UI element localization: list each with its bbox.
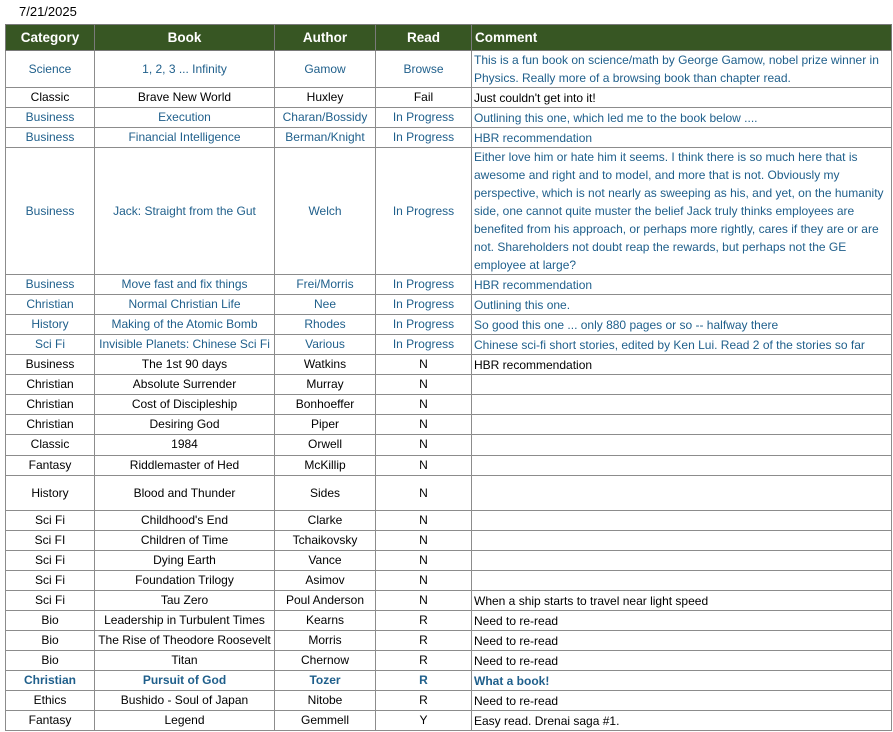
category-cell[interactable]: History bbox=[6, 315, 95, 335]
read-cell[interactable]: R bbox=[376, 631, 472, 651]
category-cell[interactable]: Christian bbox=[6, 395, 95, 415]
comment-cell[interactable] bbox=[472, 435, 892, 456]
category-cell[interactable]: Ethics bbox=[6, 691, 95, 711]
read-cell[interactable]: Fail bbox=[376, 88, 472, 108]
category-cell[interactable]: Christian bbox=[6, 375, 95, 395]
author-cell[interactable]: Chernow bbox=[275, 651, 376, 671]
author-cell[interactable]: Charan/Bossidy bbox=[275, 108, 376, 128]
author-cell[interactable]: Various bbox=[275, 335, 376, 355]
comment-cell[interactable]: Need to re-read bbox=[472, 651, 892, 671]
table-row bbox=[6, 611, 892, 631]
book-cell[interactable]: The Rise of Theodore Roosevelt bbox=[95, 631, 275, 651]
header-book[interactable]: Book bbox=[95, 25, 275, 51]
comment-cell[interactable]: Outlining this one, which led me to the book below .... bbox=[472, 108, 892, 128]
book-cell[interactable]: Absolute Surrender bbox=[95, 375, 275, 395]
category-cell[interactable]: Classic bbox=[6, 435, 95, 456]
table-row bbox=[6, 375, 892, 395]
header-read[interactable]: Read bbox=[376, 25, 472, 51]
book-cell[interactable]: Invisible Planets: Chinese Sci Fi bbox=[95, 335, 275, 355]
category-cell[interactable]: Business bbox=[6, 355, 95, 375]
category-cell[interactable]: Christian bbox=[6, 295, 95, 315]
book-cell[interactable]: Jack: Straight from the Gut bbox=[95, 148, 275, 275]
author-cell[interactable]: Frei/Morris bbox=[275, 275, 376, 295]
read-cell[interactable]: R bbox=[376, 611, 472, 631]
table-row bbox=[6, 355, 892, 375]
table-row bbox=[6, 148, 892, 275]
author-cell[interactable]: Gamow bbox=[275, 51, 376, 88]
book-cell[interactable]: Making of the Atomic Bomb bbox=[95, 315, 275, 335]
table-row bbox=[6, 275, 892, 295]
category-cell[interactable]: Fantasy bbox=[6, 455, 95, 476]
comment-cell[interactable]: Easy read. Drenai saga #1. bbox=[472, 711, 892, 731]
author-cell[interactable]: Murray bbox=[275, 375, 376, 395]
category-cell[interactable]: Sci Fi bbox=[6, 335, 95, 355]
book-cell[interactable]: Dying Earth bbox=[95, 551, 275, 571]
comment-cell[interactable] bbox=[472, 511, 892, 531]
author-cell[interactable]: Bonhoeffer bbox=[275, 395, 376, 415]
table-row bbox=[6, 128, 892, 148]
read-cell[interactable]: In Progress bbox=[376, 335, 472, 355]
read-cell[interactable]: N bbox=[376, 415, 472, 435]
comment-cell[interactable] bbox=[472, 375, 892, 395]
table-row bbox=[6, 455, 892, 476]
read-cell[interactable]: In Progress bbox=[376, 108, 472, 128]
table-row bbox=[6, 88, 892, 108]
read-cell[interactable]: N bbox=[376, 395, 472, 415]
table-row bbox=[6, 511, 892, 531]
table-row bbox=[6, 631, 892, 651]
comment-cell[interactable]: What a book! bbox=[472, 671, 892, 691]
book-cell[interactable]: Tau Zero bbox=[95, 591, 275, 611]
book-cell[interactable]: Titan bbox=[95, 651, 275, 671]
author-cell[interactable]: Nitobe bbox=[275, 691, 376, 711]
book-cell[interactable]: 1, 2, 3 ... Infinity bbox=[95, 51, 275, 88]
table-row bbox=[6, 591, 892, 611]
table-row bbox=[6, 335, 892, 355]
comment-cell[interactable]: Either love him or hate him it seems. I think there is so much here that is awesome and right and to model, and more that is not. Obviously my perspective, which is not nearly as sweeping as his, and yet, on the humanity side, one cannot quite muster the belief Jack truly thinks employees are benefited from his approach, or perhaps more rightly, cares if they are or are not. Shareholders not doubt reap the rewards, but perhaps not the GE employee at large? bbox=[472, 148, 892, 275]
read-cell[interactable]: In Progress bbox=[376, 128, 472, 148]
book-cell[interactable]: Blood and Thunder bbox=[95, 476, 275, 511]
read-cell[interactable]: Y bbox=[376, 711, 472, 731]
category-cell[interactable]: Sci Fi bbox=[6, 591, 95, 611]
category-cell[interactable]: Fantasy bbox=[6, 711, 95, 731]
category-cell[interactable]: Business bbox=[6, 128, 95, 148]
book-cell[interactable]: Bushido - Soul of Japan bbox=[95, 691, 275, 711]
book-cell[interactable]: Pursuit of God bbox=[95, 671, 275, 691]
read-cell[interactable]: N bbox=[376, 435, 472, 456]
comment-cell[interactable]: Need to re-read bbox=[472, 631, 892, 651]
author-cell[interactable]: McKillip bbox=[275, 455, 376, 476]
header-author[interactable]: Author bbox=[275, 25, 376, 51]
comment-cell[interactable]: Need to re-read bbox=[472, 611, 892, 631]
table-row bbox=[6, 671, 892, 691]
author-cell[interactable]: Nee bbox=[275, 295, 376, 315]
table-row bbox=[6, 295, 892, 315]
read-cell[interactable]: N bbox=[376, 455, 472, 476]
read-cell[interactable]: N bbox=[376, 591, 472, 611]
category-cell[interactable]: Sci Fi bbox=[6, 571, 95, 591]
table-row bbox=[6, 691, 892, 711]
comment-cell[interactable] bbox=[472, 551, 892, 571]
book-cell[interactable]: Financial Intelligence bbox=[95, 128, 275, 148]
table-row bbox=[6, 551, 892, 571]
comment-cell[interactable] bbox=[472, 571, 892, 591]
category-cell[interactable]: Business bbox=[6, 275, 95, 295]
category-cell[interactable]: Bio bbox=[6, 611, 95, 631]
comment-cell[interactable]: Need to re-read bbox=[472, 691, 892, 711]
read-cell[interactable]: R bbox=[376, 671, 472, 691]
category-cell[interactable]: Sci Fi bbox=[6, 551, 95, 571]
category-cell[interactable]: Business bbox=[6, 108, 95, 128]
category-cell[interactable]: Bio bbox=[6, 651, 95, 671]
table-row bbox=[6, 651, 892, 671]
book-cell[interactable]: Execution bbox=[95, 108, 275, 128]
table-row bbox=[6, 108, 892, 128]
table-row bbox=[6, 476, 892, 511]
comment-cell[interactable]: Outlining this one. bbox=[472, 295, 892, 315]
read-cell[interactable]: In Progress bbox=[376, 295, 472, 315]
category-cell[interactable]: Sci FI bbox=[6, 531, 95, 551]
book-cell[interactable]: Foundation Trilogy bbox=[95, 571, 275, 591]
read-cell[interactable]: R bbox=[376, 651, 472, 671]
book-cell[interactable]: The 1st 90 days bbox=[95, 355, 275, 375]
author-cell[interactable]: Piper bbox=[275, 415, 376, 435]
book-cell[interactable]: Children of Time bbox=[95, 531, 275, 551]
category-cell[interactable]: History bbox=[6, 476, 95, 511]
author-cell[interactable]: Kearns bbox=[275, 611, 376, 631]
book-cell[interactable]: Legend bbox=[95, 711, 275, 731]
category-cell[interactable]: Classic bbox=[6, 88, 95, 108]
book-cell[interactable]: Cost of Discipleship bbox=[95, 395, 275, 415]
book-cell[interactable]: Normal Christian Life bbox=[95, 295, 275, 315]
author-cell[interactable]: Sides bbox=[275, 476, 376, 511]
comment-cell[interactable]: So good this one ... only 880 pages or so -- halfway there bbox=[472, 315, 892, 335]
date-label: 7/21/2025 bbox=[19, 4, 77, 19]
book-cell[interactable]: Riddlemaster of Hed bbox=[95, 455, 275, 476]
header-category[interactable]: Category bbox=[6, 25, 95, 51]
author-cell[interactable]: Tozer bbox=[275, 671, 376, 691]
comment-cell[interactable] bbox=[472, 531, 892, 551]
author-cell[interactable]: Morris bbox=[275, 631, 376, 651]
category-cell[interactable]: Bio bbox=[6, 631, 95, 651]
comment-cell[interactable] bbox=[472, 455, 892, 476]
table-row bbox=[6, 531, 892, 551]
read-cell[interactable]: In Progress bbox=[376, 275, 472, 295]
comment-cell[interactable] bbox=[472, 476, 892, 511]
table-row bbox=[6, 435, 892, 456]
book-cell[interactable]: Move fast and fix things bbox=[95, 275, 275, 295]
author-cell[interactable]: Poul Anderson bbox=[275, 591, 376, 611]
read-cell[interactable]: N bbox=[376, 571, 472, 591]
read-cell[interactable]: N bbox=[376, 511, 472, 531]
book-cell[interactable]: Desiring God bbox=[95, 415, 275, 435]
category-cell[interactable]: Business bbox=[6, 148, 95, 275]
comment-cell[interactable]: HBR recommendation bbox=[472, 275, 892, 295]
header-comment[interactable]: Comment bbox=[472, 25, 892, 51]
comment-cell[interactable]: When a ship starts to travel near light speed bbox=[472, 591, 892, 611]
comment-cell[interactable]: HBR recommendation bbox=[472, 355, 892, 375]
book-cell[interactable]: 1984 bbox=[95, 435, 275, 456]
book-cell[interactable]: Brave New World bbox=[95, 88, 275, 108]
author-cell[interactable]: Clarke bbox=[275, 511, 376, 531]
author-cell[interactable]: Gemmell bbox=[275, 711, 376, 731]
table-row bbox=[6, 711, 892, 731]
header-row bbox=[6, 25, 892, 51]
comment-cell[interactable] bbox=[472, 395, 892, 415]
author-cell[interactable]: Huxley bbox=[275, 88, 376, 108]
author-cell[interactable]: Vance bbox=[275, 551, 376, 571]
author-cell[interactable]: Welch bbox=[275, 148, 376, 275]
read-cell[interactable]: N bbox=[376, 551, 472, 571]
comment-cell[interactable]: Just couldn't get into it! bbox=[472, 88, 892, 108]
comment-cell[interactable] bbox=[472, 415, 892, 435]
author-cell[interactable]: Tchaikovsky bbox=[275, 531, 376, 551]
read-cell[interactable]: R bbox=[376, 691, 472, 711]
read-cell[interactable]: In Progress bbox=[376, 315, 472, 335]
read-cell[interactable]: Browse bbox=[376, 51, 472, 88]
read-cell[interactable]: N bbox=[376, 476, 472, 511]
table-row bbox=[6, 415, 892, 435]
author-cell[interactable]: Orwell bbox=[275, 435, 376, 456]
author-cell[interactable]: Watkins bbox=[275, 355, 376, 375]
author-cell[interactable]: Rhodes bbox=[275, 315, 376, 335]
comment-cell[interactable]: HBR recommendation bbox=[472, 128, 892, 148]
comment-cell[interactable]: Chinese sci-fi short stories, edited by Ken Lui. Read 2 of the stories so far bbox=[472, 335, 892, 355]
read-cell[interactable]: N bbox=[376, 355, 472, 375]
category-cell[interactable]: Christian bbox=[6, 415, 95, 435]
book-cell[interactable]: Leadership in Turbulent Times bbox=[95, 611, 275, 631]
reading-list-table bbox=[5, 24, 892, 731]
table-row bbox=[6, 51, 892, 88]
category-cell[interactable]: Sci Fi bbox=[6, 511, 95, 531]
comment-cell[interactable]: This is a fun book on science/math by George Gamow, nobel prize winner in Physics. Really more of a browsing book than chapter read. bbox=[472, 51, 892, 88]
read-cell[interactable]: In Progress bbox=[376, 148, 472, 275]
book-cell[interactable]: Childhood's End bbox=[95, 511, 275, 531]
author-cell[interactable]: Asimov bbox=[275, 571, 376, 591]
read-cell[interactable]: N bbox=[376, 531, 472, 551]
read-cell[interactable]: N bbox=[376, 375, 472, 395]
category-cell[interactable]: Science bbox=[6, 51, 95, 88]
table-row bbox=[6, 571, 892, 591]
author-cell[interactable]: Berman/Knight bbox=[275, 128, 376, 148]
category-cell[interactable]: Christian bbox=[6, 671, 95, 691]
table-row bbox=[6, 315, 892, 335]
table-row bbox=[6, 395, 892, 415]
